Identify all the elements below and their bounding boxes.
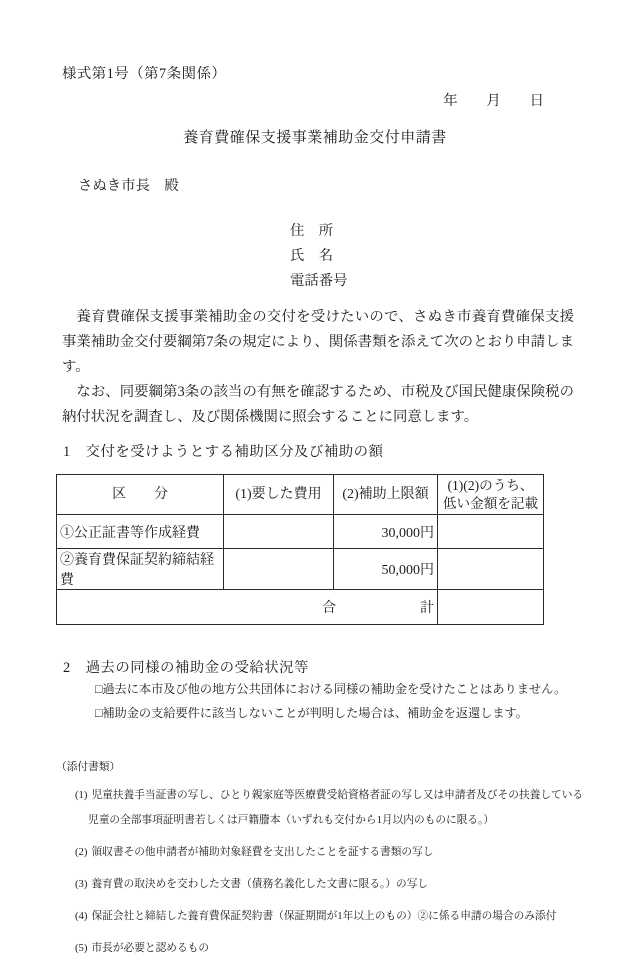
total-value-cell bbox=[438, 590, 544, 625]
application-statement: 養育費確保支援事業補助金の交付を受けたいので、さぬき市養育費確保支援事業補助金交付要綱第7条の規定により、関係書類を添えて次のとおり申請します。 bbox=[62, 309, 574, 375]
addressee-line: さぬき市長 殿 bbox=[78, 178, 179, 194]
col-header-category: 区 分 bbox=[57, 475, 224, 515]
declaration-text: 補助金の支給要件に該当しないことが判明した場合は、補助金を返還します。 bbox=[102, 706, 528, 720]
limit-cell: 30,000円 bbox=[334, 515, 438, 549]
cost-cell bbox=[224, 515, 334, 549]
attachment-item-5 bbox=[75, 936, 590, 961]
applicant-name-label: 氏 名 bbox=[290, 248, 334, 264]
category-cell: ②養育費保証契約締結経費 bbox=[57, 549, 224, 590]
item-text: 養育費の取決めを交わした文書（債務名義化した文書に限る。）の写し bbox=[91, 878, 429, 890]
total-label-cell: 合 計 bbox=[57, 590, 438, 625]
table-row-notarized-deed bbox=[57, 515, 544, 549]
checkbox-icon: □ bbox=[95, 682, 103, 696]
item-text: 保証会社と締結した養育費保証契約書（保証期間が1年以上のもの）②に係る申請の場合のみ添付 bbox=[91, 910, 557, 922]
category-cell: ①公正証書等作成経費 bbox=[57, 515, 224, 549]
attachment-item-1 bbox=[75, 783, 590, 833]
declaration-refund-pledge bbox=[95, 701, 630, 725]
col-header-limit: (2)補助上限額 bbox=[334, 475, 438, 515]
applicant-address-label: 住 所 bbox=[290, 223, 334, 239]
subsidy-amount-table bbox=[56, 474, 544, 625]
consent-statement: なお、同要綱第3条の該当の有無を確認するため、市税及び国民健康保険税の納付状況を調査し、及び関係機関に照会することに同意します。 bbox=[62, 384, 574, 425]
item-text: 児童扶養手当証書の写し、ひとり親家庭等医療費受給資格者証の写し又は申請者及びその扶養している児童の全部事項証明書若しくは戸籍謄本（いずれも交付から1月以内のものに限る。） bbox=[88, 789, 584, 826]
lower-amount-cell bbox=[438, 549, 544, 590]
date-line: 年 月 日 bbox=[443, 93, 544, 109]
applicant-block bbox=[290, 219, 630, 294]
form-number: 様式第1号（第7条関係） bbox=[62, 66, 227, 82]
item-text: 領収書その他申請者が補助対象経費を支出したことを証する書類の写し bbox=[91, 846, 434, 858]
declaration-text: 過去に本市及び他の地方公共団体における同様の補助金を受けたことはありません。 bbox=[102, 682, 567, 696]
item-number: (5) bbox=[75, 942, 88, 954]
applicant-phone-label: 電話番号 bbox=[290, 273, 348, 289]
document-title: 養育費確保支援事業補助金交付申請書 bbox=[183, 130, 447, 146]
item-number: (1) bbox=[75, 789, 88, 801]
table-total-row bbox=[57, 590, 544, 625]
section2-heading: 2 過去の同様の補助金の受給状況等 bbox=[63, 660, 309, 676]
attachment-item-3 bbox=[75, 872, 590, 897]
body-text bbox=[62, 305, 574, 430]
item-number: (3) bbox=[75, 878, 88, 890]
limit-cell: 50,000円 bbox=[334, 549, 438, 590]
table-header-row bbox=[57, 475, 544, 515]
item-number: (2) bbox=[75, 846, 88, 858]
attachment-item-2 bbox=[75, 840, 590, 865]
cost-cell bbox=[224, 549, 334, 590]
col-header-cost: (1)要した費用 bbox=[224, 475, 334, 515]
attachments-heading: （添付書類） bbox=[56, 761, 121, 773]
checkbox-icon: □ bbox=[95, 706, 103, 720]
lower-amount-cell bbox=[438, 515, 544, 549]
attachment-item-4 bbox=[75, 904, 590, 929]
item-number: (4) bbox=[75, 910, 88, 922]
col-header-lower-amount: (1)(2)のうち、低い金額を記載 bbox=[438, 475, 544, 515]
attachments-section bbox=[56, 758, 590, 961]
section1-heading: 1 交付を受けようとする補助区分及び補助の額 bbox=[63, 444, 384, 460]
declaration-no-prior-subsidy bbox=[95, 677, 630, 701]
item-text: 市長が必要と認めるもの bbox=[91, 942, 210, 954]
table-row-guarantee-contract bbox=[57, 549, 544, 590]
